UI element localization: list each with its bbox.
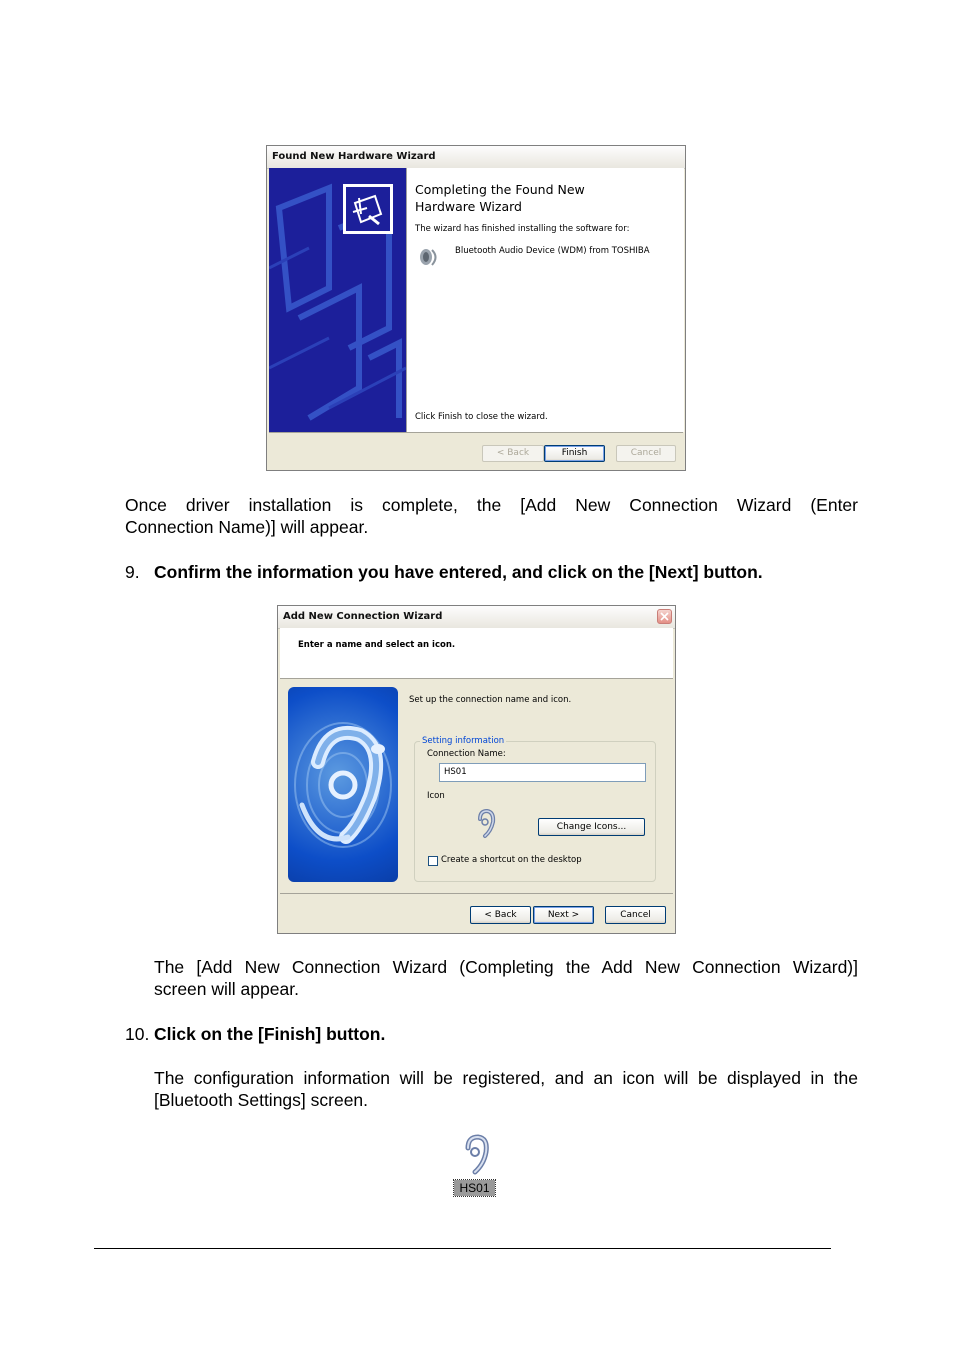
create-shortcut-label: Create a shortcut on the desktop xyxy=(441,855,582,865)
wizard1-panel-graphic xyxy=(269,168,406,432)
headset-icon xyxy=(474,809,496,839)
close-icon xyxy=(658,610,671,623)
wizard2-footer-divider xyxy=(280,893,673,894)
paragraph-completing-wizard-line1: The [Add New Connection Wizard (Completing the Add New Connection Wizard)] xyxy=(154,957,858,977)
wizard1-heading-line2: Hardware Wizard xyxy=(415,199,522,214)
wizard1-side-panel xyxy=(269,168,406,432)
hs01-icon-label: HS01 xyxy=(454,1180,495,1196)
wizard1-heading-line1: Completing the Found New xyxy=(415,182,585,197)
paragraph-registered-line1: The configuration information will be registered, and an icon will be displayed in the xyxy=(154,1068,858,1088)
create-shortcut-checkbox[interactable] xyxy=(428,856,438,866)
connection-name-input[interactable]: HS01 xyxy=(439,763,646,782)
wizard2-cancel-button[interactable]: Cancel xyxy=(605,906,666,924)
headset-icon xyxy=(460,1134,490,1176)
change-icons-button[interactable]: Change Icons... xyxy=(538,818,645,836)
wizard1-title: Found New Hardware Wizard xyxy=(272,151,436,162)
wizard1-titlebar[interactable] xyxy=(267,146,685,169)
wizard1-cancel-button[interactable]: Cancel xyxy=(616,445,676,462)
paragraph-registered-line2: [Bluetooth Settings] screen. xyxy=(154,1090,369,1110)
footer-rule xyxy=(94,1248,831,1249)
setting-information-title: Setting information xyxy=(422,736,505,746)
step10-number: 10. xyxy=(125,1024,150,1044)
wizard1-footer-divider xyxy=(269,432,683,433)
wizard1-back-button[interactable]: < Back xyxy=(482,445,544,462)
found-new-hardware-wizard-window xyxy=(266,145,686,471)
hs01-connection-icon[interactable] xyxy=(452,1134,498,1198)
wizard1-heading xyxy=(415,181,585,215)
paragraph-driver-complete-line1: Once driver installation is complete, the [Add New Connection Wizard (Enter xyxy=(125,495,858,515)
wizard2-intro-text: Set up the connection name and icon. xyxy=(409,695,572,705)
speaker-icon xyxy=(415,244,441,270)
icon-label: Icon xyxy=(427,791,445,801)
wizard1-finished-text: The wizard has finished installing the software for: xyxy=(415,224,630,234)
wizard2-next-button[interactable]: Next > xyxy=(533,906,594,924)
wizard2-header-text: Enter a name and select an icon. xyxy=(298,640,456,650)
add-new-connection-wizard-window xyxy=(277,605,676,934)
paragraph-completing-wizard-line2: screen will appear. xyxy=(154,979,299,999)
wizard1-finish-button[interactable]: Finish xyxy=(544,445,605,462)
connection-name-label: Connection Name: xyxy=(427,749,506,759)
wizard1-finish-hint: Click Finish to close the wizard. xyxy=(415,412,548,422)
wizard2-title: Add New Connection Wizard xyxy=(283,611,443,622)
paragraph-driver-complete-line2: Connection Name)] will appear. xyxy=(125,517,369,537)
wizard2-header xyxy=(280,628,673,679)
headset-illustration xyxy=(288,687,398,882)
step9-instruction: Confirm the information you have entered, and click on the [Next] button. xyxy=(154,562,763,582)
step9-number: 9. xyxy=(125,562,140,582)
wizard2-titlebar[interactable] xyxy=(278,606,675,629)
wizard1-content xyxy=(406,168,684,432)
step10-instruction: Click on the [Finish] button. xyxy=(154,1024,386,1044)
close-button[interactable] xyxy=(657,609,672,624)
wizard1-device-name: Bluetooth Audio Device (WDM) from TOSHIBA xyxy=(455,246,650,256)
wizard2-side-image xyxy=(288,687,398,882)
wizard2-back-button[interactable]: < Back xyxy=(470,906,531,924)
